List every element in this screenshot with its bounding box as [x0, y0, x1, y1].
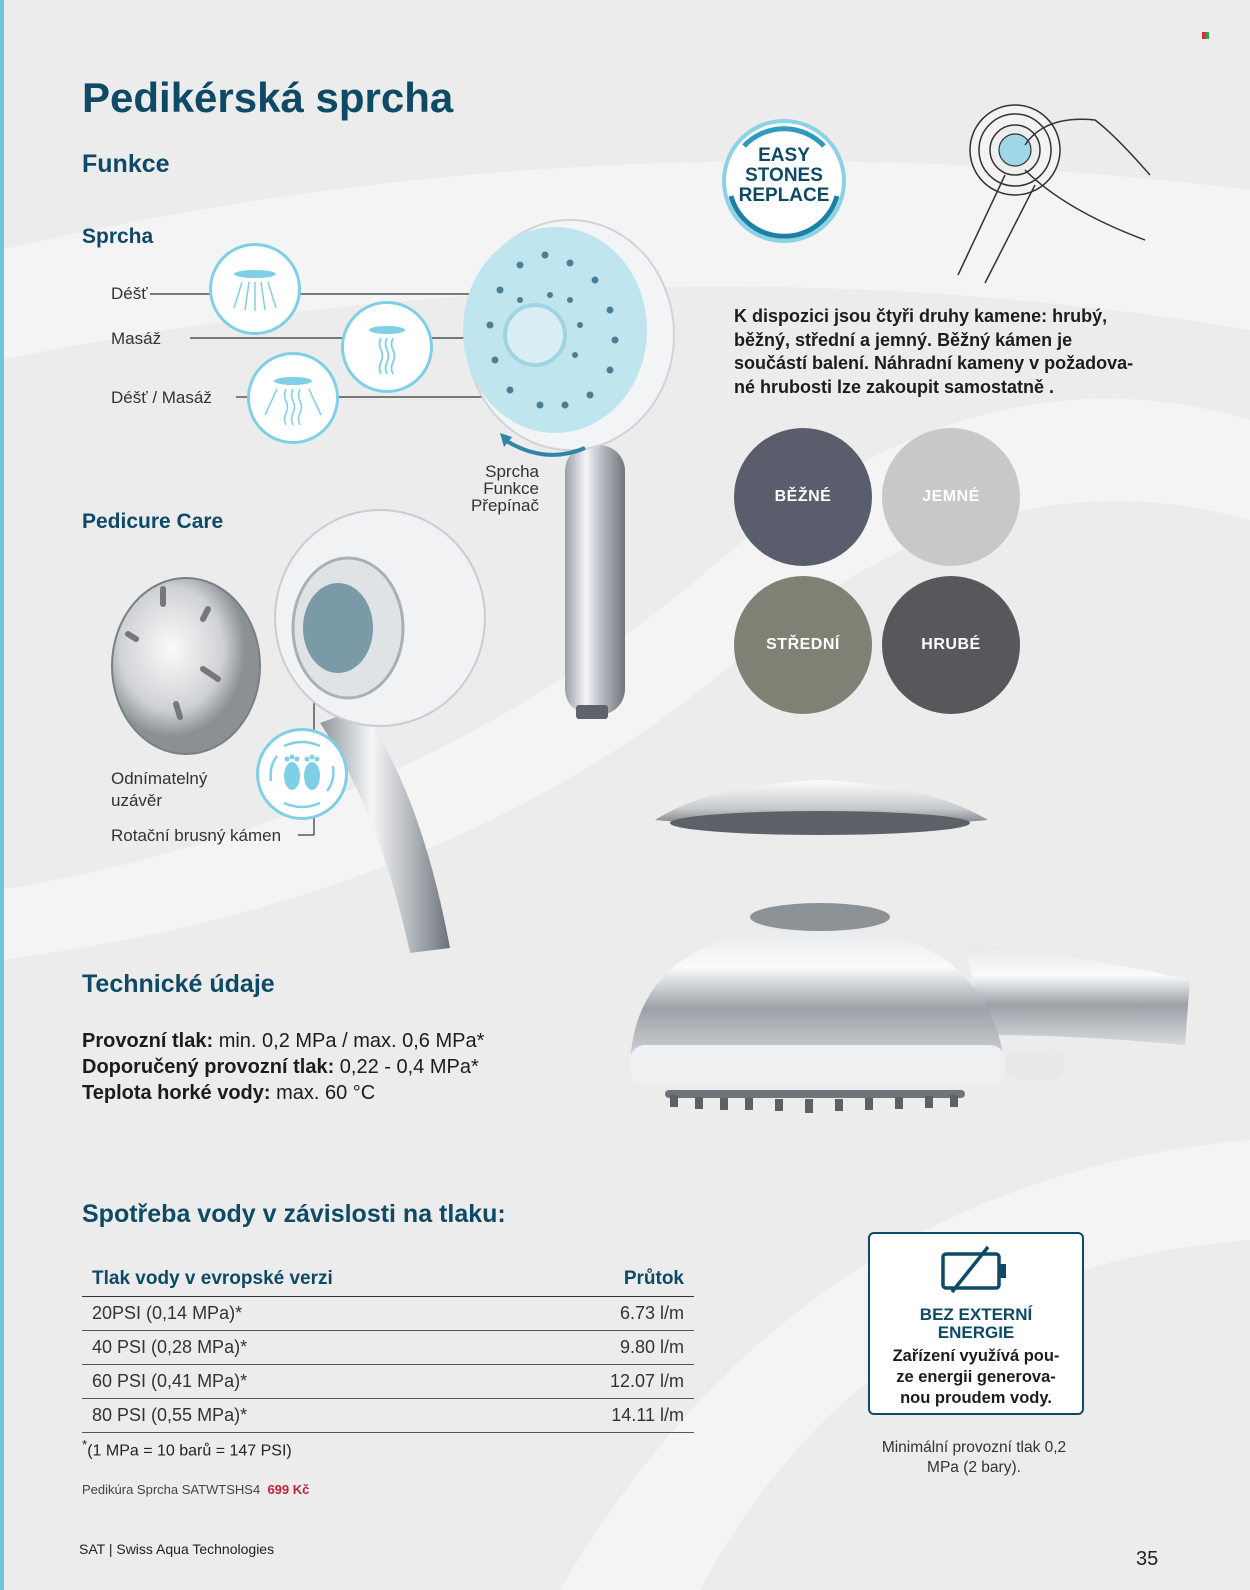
footnote: *(1 MPa = 10 barů = 147 PSI)	[82, 1437, 292, 1460]
table-row	[82, 1297, 694, 1331]
label-rain-massage: Déšť / Masáž	[111, 388, 212, 407]
min-pressure-note: Minimální provozní tlak 0,2 MPa (2 bary).	[881, 1439, 1067, 1476]
section-technical: Technické údaje	[82, 970, 275, 998]
flow-table	[82, 1262, 694, 1433]
feet-rotation-icon	[256, 728, 348, 820]
spec-hot-water-temp: Teplota horké vody: max. 60 °C	[82, 1082, 376, 1104]
massage-spray-icon	[341, 301, 433, 393]
cell-flow: 9.80 l/m	[532, 1331, 694, 1365]
section-funkce: Funkce	[82, 150, 170, 178]
stone-bezne: BĚŽNÉ	[734, 428, 872, 566]
easy-stones-badge: EASY STONES REPLACE	[719, 116, 849, 246]
table-row	[82, 1331, 694, 1365]
label-massage: Masáž	[111, 329, 162, 348]
cell-pressure: 20PSI (0,14 MPa)*	[82, 1297, 532, 1331]
table-header-row	[82, 1262, 694, 1297]
footer-brand: SAT | Swiss Aqua Technologies	[79, 1541, 275, 1557]
removable-cap-image	[108, 574, 268, 759]
cell-pressure: 80 PSI (0,55 MPa)*	[82, 1399, 532, 1433]
cell-flow: 14.11 l/m	[532, 1399, 694, 1433]
stone-jemne: JEMNÉ	[882, 428, 1020, 566]
cell-pressure: 60 PSI (0,41 MPa)*	[82, 1365, 532, 1399]
col-flow-header: Průtok	[532, 1262, 694, 1297]
col-pressure-header: Tlak vody v evropské verzi	[82, 1262, 532, 1297]
product-line: Pedikúra Sprcha SATWTSHS4 699 Kč	[82, 1482, 310, 1497]
section-consumption: Spotřeba vody v závislosti na tlaku:	[82, 1200, 506, 1228]
page-number: 35	[1136, 1548, 1159, 1570]
table-row	[82, 1399, 694, 1433]
energy-box: BEZ EXTERNÍ ENERGIE Zařízení využívá pou- ze energii generova- nou proudem vody.	[868, 1232, 1084, 1415]
label-rain: Déšť	[111, 284, 148, 303]
spec-operating-pressure: Provozní tlak: min. 0,2 MPa / max. 0,6 MPa*	[82, 1030, 485, 1052]
stones-description: K dispozici jsou čtyři druhy kamene: hrubý, běžný, střední a jemný. Běžný kámen je součástí balení. Náhradní kameny v požadova- né hrubosti lze zakoupit samostatně .	[734, 306, 1134, 397]
cap-side-image	[650, 775, 995, 845]
rain-spray-icon	[209, 243, 301, 335]
pedicure-head-side-image	[625, 895, 1195, 1125]
cell-flow: 12.07 l/m	[532, 1365, 694, 1399]
removable-cap-label: Odnímatelný uzávěr	[111, 769, 208, 810]
switch-label: Sprcha Funkce Přepínač	[470, 462, 539, 515]
cell-flow: 6.73 l/m	[532, 1297, 694, 1331]
spec-recommended-pressure: Doporučený provozní tlak: 0,22 - 0,4 MPa*	[82, 1056, 479, 1078]
page-title: Pedikérská sprcha	[82, 74, 454, 121]
hand-press-illustration	[950, 95, 1160, 295]
cell-pressure: 40 PSI (0,28 MPa)*	[82, 1331, 532, 1365]
rotary-stone-label: Rotační brusný kámen	[111, 826, 282, 845]
stone-stredni: STŘEDNÍ	[734, 576, 872, 714]
table-row	[82, 1365, 694, 1399]
section-pedicure-care: Pedicure Care	[82, 510, 224, 533]
section-sprcha: Sprcha	[82, 225, 154, 248]
stone-hrube: HRUBÉ	[882, 576, 1020, 714]
rain-massage-spray-icon	[247, 352, 339, 444]
battery-crossed-icon	[940, 1244, 1012, 1296]
